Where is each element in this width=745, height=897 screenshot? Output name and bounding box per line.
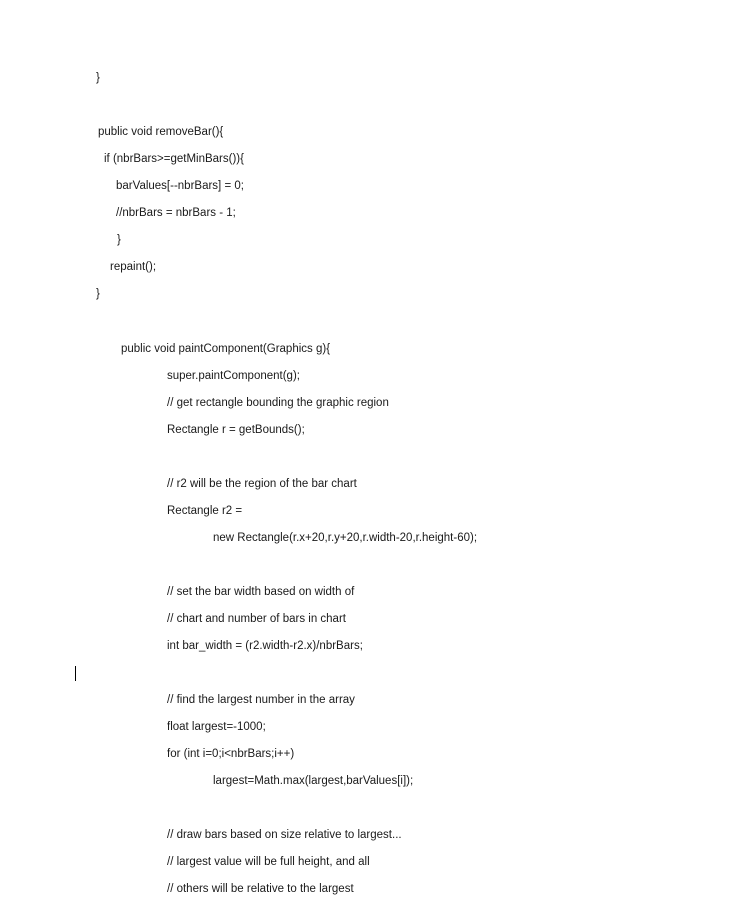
- code-line: new Rectangle(r.x+20,r.y+20,r.width-20,r.height-60);: [213, 532, 478, 544]
- code-line: public void removeBar(){: [98, 126, 224, 138]
- code-line: }: [96, 288, 100, 300]
- code-line: // chart and number of bars in chart: [167, 613, 346, 625]
- code-line: Rectangle r = getBounds();: [167, 424, 305, 436]
- code-line: // largest value will be full height, and all: [167, 856, 370, 868]
- code-line: // set the bar width based on width of: [167, 586, 355, 598]
- code-line: // get rectangle bounding the graphic region: [167, 397, 389, 409]
- code-line: // others will be relative to the largest: [167, 883, 354, 895]
- code-line: largest=Math.max(largest,barValues[i]);: [213, 775, 414, 787]
- code-line: //nbrBars = nbrBars - 1;: [116, 207, 236, 219]
- text-cursor: [75, 666, 76, 681]
- code-line: super.paintComponent(g);: [167, 370, 300, 382]
- code-line: // r2 will be the region of the bar chart: [167, 478, 357, 490]
- code-line: repaint();: [110, 261, 157, 273]
- code-line: // find the largest number in the array: [167, 694, 355, 706]
- code-line: public void paintComponent(Graphics g){: [121, 343, 331, 355]
- code-line: }: [96, 72, 100, 84]
- code-line: barValues[--nbrBars] = 0;: [116, 180, 244, 192]
- code-line: if (nbrBars>=getMinBars()){: [104, 153, 244, 165]
- code-line: // draw bars based on size relative to largest...: [167, 829, 402, 841]
- code-line: for (int i=0;i<nbrBars;i++): [167, 748, 295, 760]
- code-line: float largest=-1000;: [167, 721, 266, 733]
- code-line: int bar_width = (r2.width-r2.x)/nbrBars;: [167, 640, 363, 652]
- code-line: }: [117, 234, 121, 246]
- code-line: Rectangle r2 =: [167, 505, 243, 517]
